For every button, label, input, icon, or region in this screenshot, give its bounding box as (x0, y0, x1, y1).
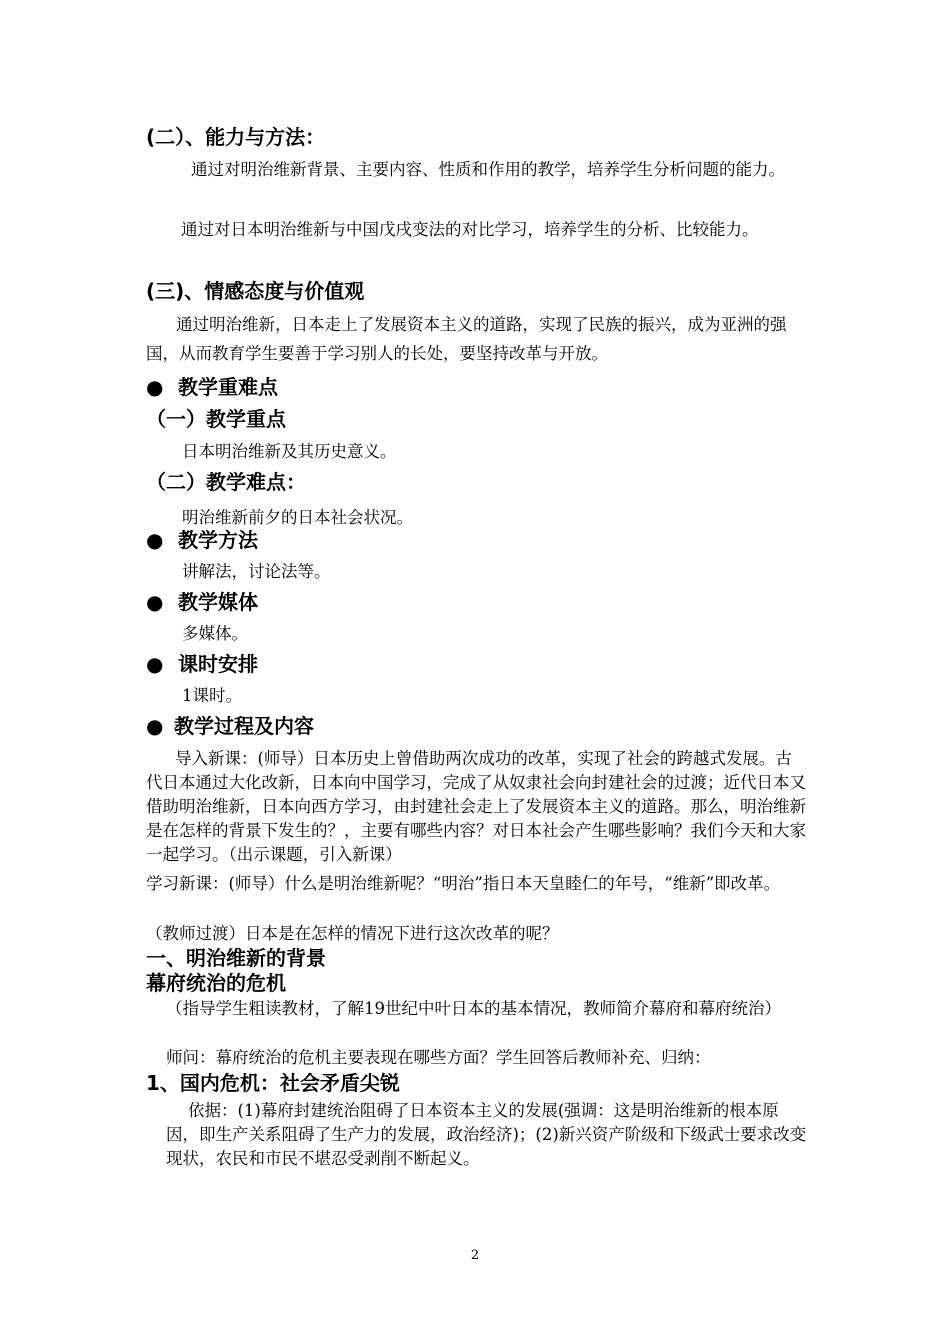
bullet-icon: ● (146, 714, 164, 738)
difficult-point-title: （二）教学难点： (146, 470, 306, 494)
process-paragraph-intro: 导入新课：(师导）日本历史上曾借助两次成功的改革，实现了社会的跨越式发展。古代日本通过大化改新，日本向中国学习，完成了从奴隶社会向封建社会的过渡；近代日本又借助明治维新，日本向西方学习，由封建社会走上了发展资本主义的道路。那么，明治维新是在怎样的背景下发生的？，主要有哪些内容？对日本社会产生哪些影响？我们今天和大家一起学习。（出示课题，引入新课） (146, 749, 806, 864)
ability-paragraph-1: 通过对明治维新背景、主要内容、性质和作用的教学，培养学生分析问题的能力。 (191, 160, 785, 179)
media-text: 多媒体。 (182, 624, 248, 643)
difficult-point-text: 明治维新前夕的日本社会状况。 (182, 508, 413, 527)
process-heading (146, 713, 846, 739)
bullet-icon: ● (146, 375, 164, 399)
domestic-crisis-title: 1、国内危机：社会矛盾尖锐 (146, 1071, 400, 1095)
focus-heading (146, 374, 846, 400)
method-title: 教学方法 (178, 528, 258, 552)
schedule-heading (146, 651, 846, 677)
page-number: 2 (470, 1248, 480, 1263)
bullet-icon: ● (146, 528, 164, 552)
section-emotion-title: (三)、情感态度与价值观 (146, 279, 365, 303)
crisis-paragraph-1: （指导学生粗读教材，了解19世纪中叶日本的基本情况，教师简介幕府和幕府统治） (166, 999, 781, 1018)
domestic-crisis-paragraph: 依据：(1)幕府封建统治阻碍了日本资本主义的发展(强调：这是明治维新的根本原因，即生产关系阻碍了生产力的发展，政治经济)；(2)新兴资产阶级和下级武士要求改变现状，农民和市民不堪忍受剥削不断起义。 (166, 1101, 807, 1168)
media-heading (146, 589, 846, 615)
ability-paragraph-2: 通过对日本明治维新与中国戊戌变法的对比学习，培养学生的分析、比较能力。 (181, 220, 759, 239)
bullet-icon: ● (146, 652, 164, 676)
method-text: 讲解法，讨论法等。 (182, 562, 331, 581)
process-paragraph-new-lesson: 学习新课：(师导）什么是明治维新呢？“明治”指日本天皇睦仁的年号，“维新”即改革。 (146, 874, 781, 893)
process-title: 教学过程及内容 (174, 714, 314, 738)
focus-title: 教学重难点 (178, 375, 278, 399)
schedule-text: 1课时。 (182, 686, 242, 705)
key-point-text: 日本明治维新及其历史意义。 (182, 442, 397, 461)
schedule-title: 课时安排 (178, 652, 258, 676)
method-heading (146, 527, 846, 553)
section-ability-title: (二）、能力与方法： (146, 125, 326, 149)
process-paragraph-transition: （教师过渡）日本是在怎样的情况下进行这次改革的呢？ (146, 924, 559, 943)
crisis-paragraph-2: 师问：幕府统治的危机主要表现在哪些方面？学生回答后教师补充、归纳： (166, 1048, 711, 1067)
key-point-title: （一）教学重点 (146, 407, 286, 431)
media-title: 教学媒体 (178, 590, 258, 614)
emotion-paragraph: 通过明治维新，日本走上了发展资本主义的道路，实现了民族的振兴，成为亚洲的强国，从而教育学生要善于学习别人的长处，要坚持改革与开放。 (146, 315, 787, 363)
crisis-title: 幕府统治的危机 (146, 971, 286, 995)
bullet-icon: ● (146, 590, 164, 614)
background-title: 一、明治维新的背景 (146, 946, 326, 970)
